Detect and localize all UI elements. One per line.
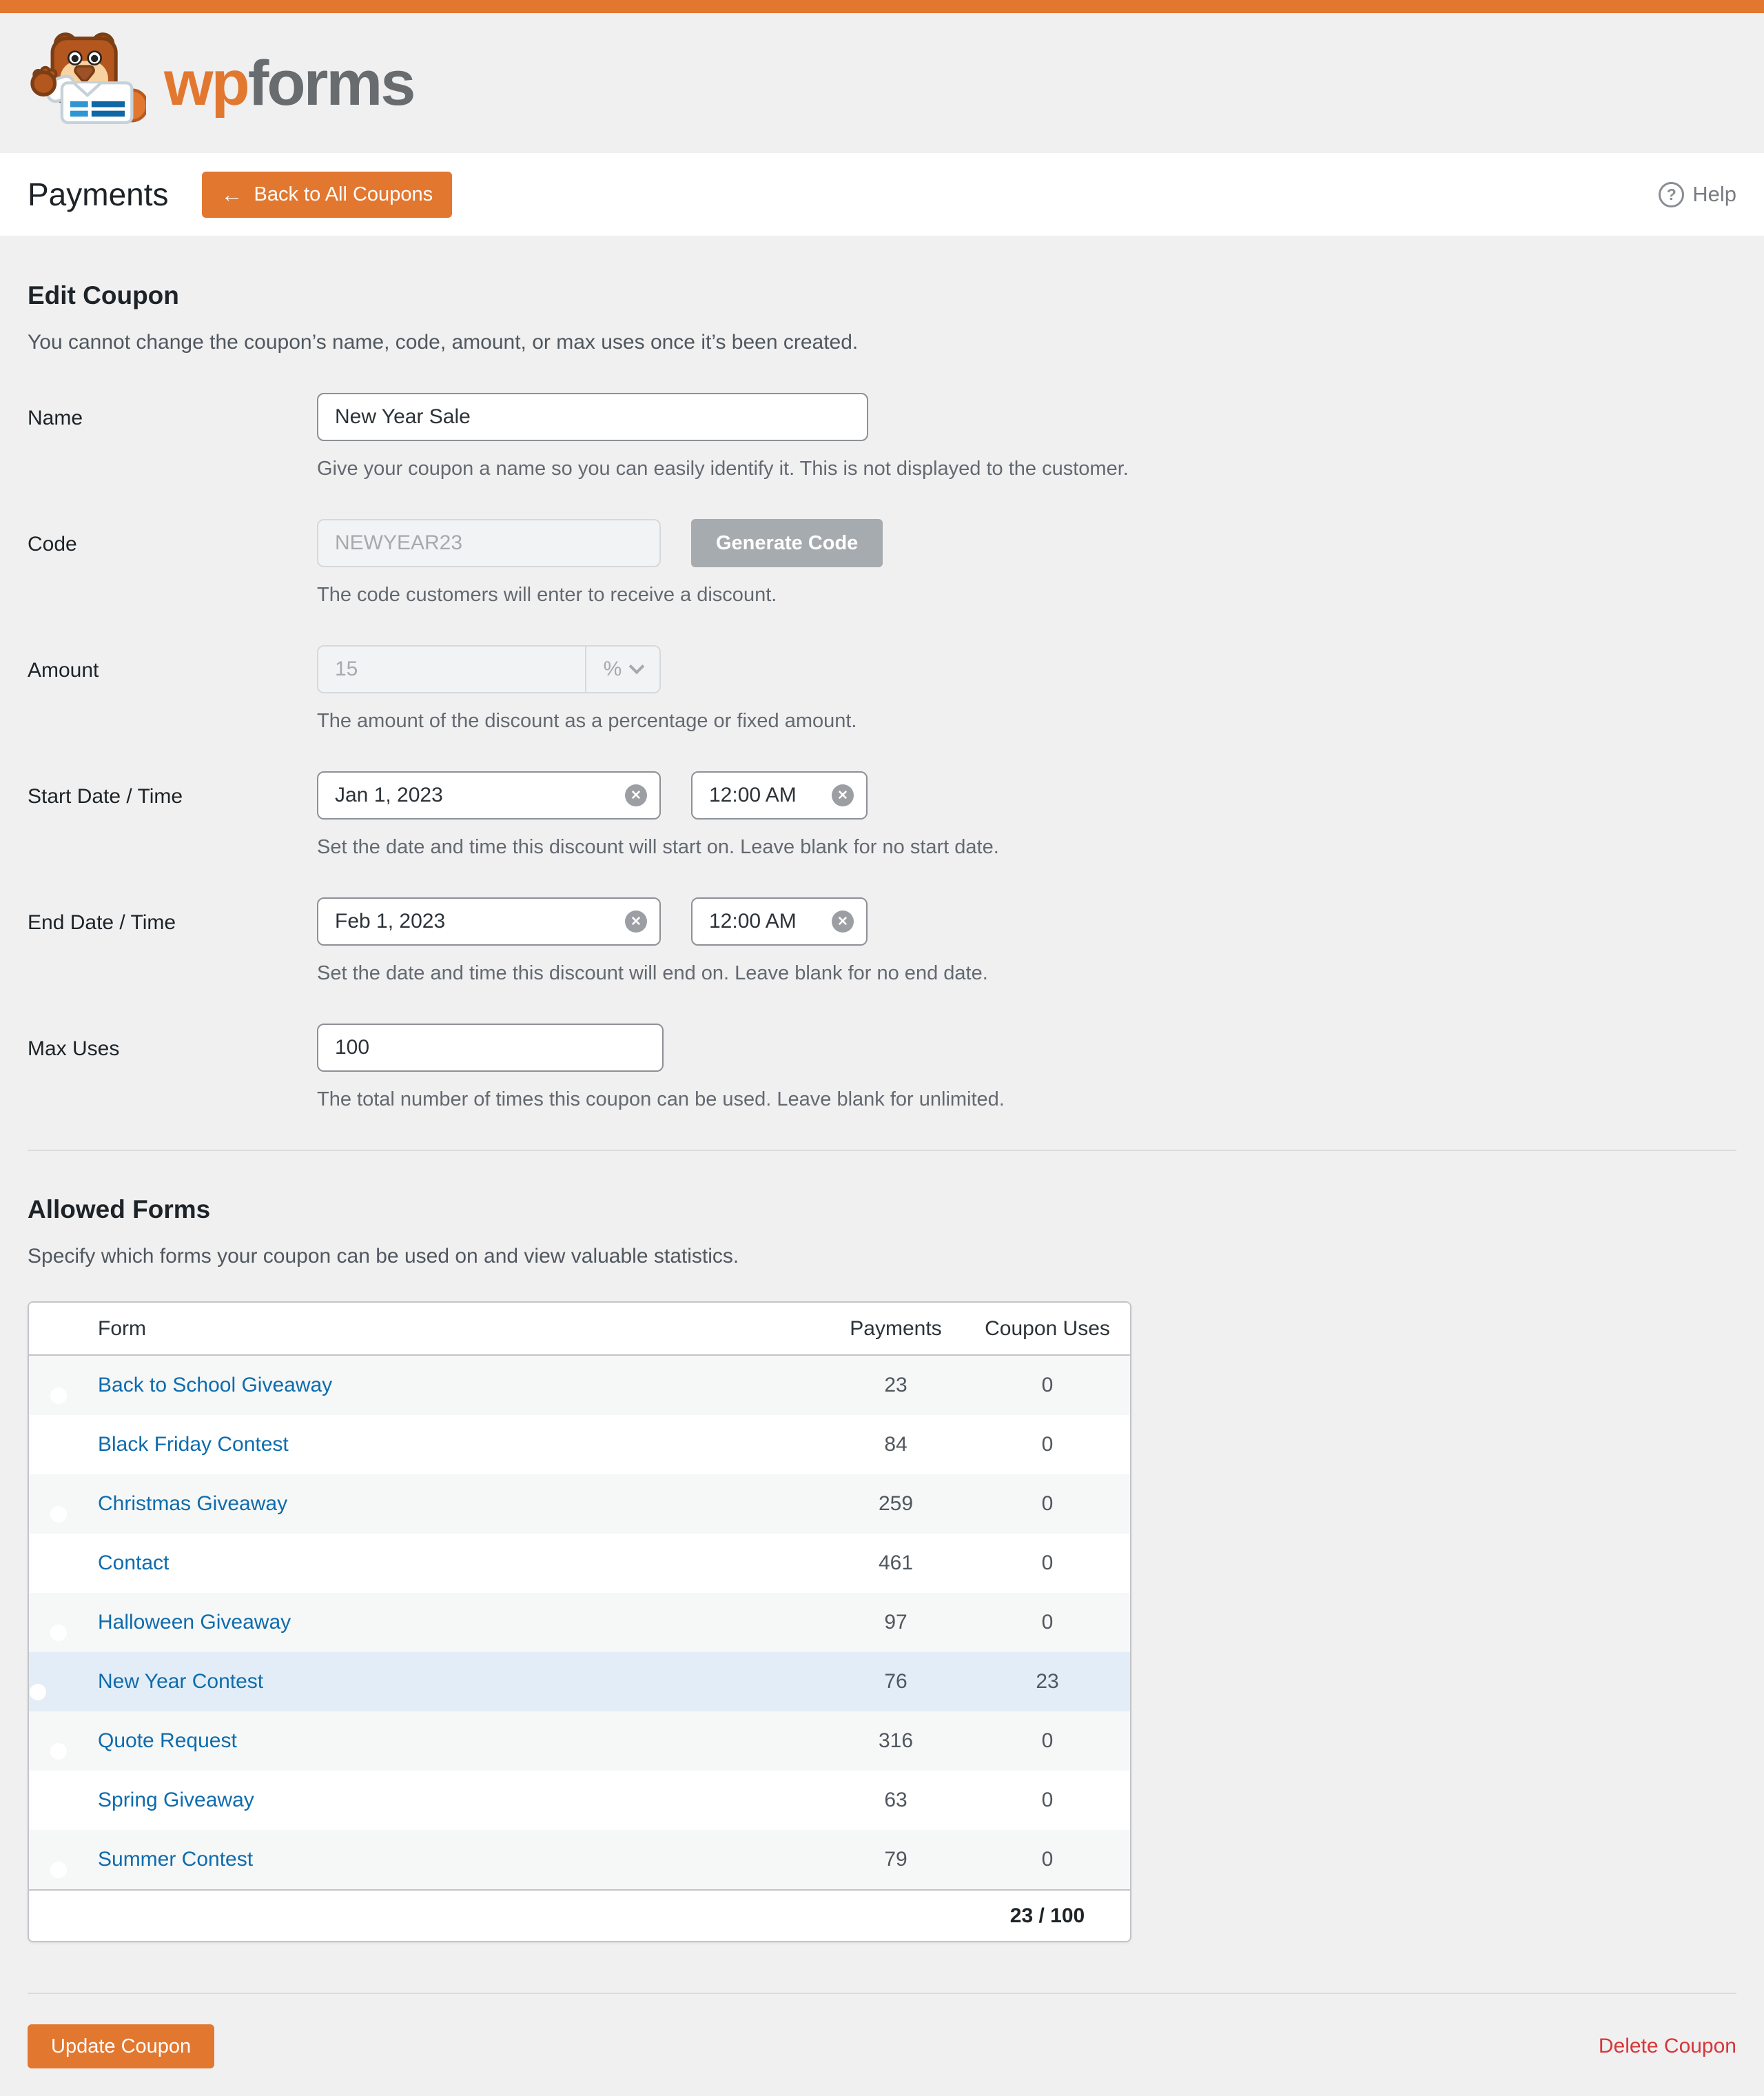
name-label: Name <box>28 407 83 429</box>
help-label: Help <box>1692 182 1736 206</box>
form-link[interactable]: Christmas Giveaway <box>98 1492 288 1515</box>
update-coupon-button[interactable]: Update Coupon <box>28 2024 214 2068</box>
chevron-down-icon <box>629 659 645 675</box>
coupon-uses-count: 0 <box>1041 1729 1054 1752</box>
table-row <box>29 1771 1130 1830</box>
code-helper-text: The code customers will enter to receive a discount. <box>317 584 777 606</box>
coupon-uses-total: 23 / 100 <box>1009 1904 1085 1927</box>
code-label: Code <box>28 533 77 556</box>
amount-unit-select <box>585 647 659 692</box>
table-row <box>29 1652 1130 1711</box>
edit-coupon-description: You cannot change the coupon’s name, code, amount, or max uses once it’s been created. <box>28 331 859 354</box>
generate-code-button: Generate Code <box>691 519 883 567</box>
table-row <box>29 1474 1130 1534</box>
amount-unit-value: % <box>603 658 622 680</box>
edit-coupon-title: Edit Coupon <box>28 281 179 309</box>
table-row <box>29 1593 1130 1652</box>
coupon-uses-count: 0 <box>1041 1848 1054 1871</box>
table-header-row <box>29 1303 1130 1356</box>
payments-count: 23 <box>884 1374 907 1396</box>
amount-input: 15 <box>335 658 358 680</box>
footer-divider <box>28 1993 1736 1994</box>
table-footer-row <box>29 1889 1130 1941</box>
allowed-forms-table <box>28 1301 1131 1942</box>
footer-actions <box>28 2024 1736 2068</box>
name-helper-text: Give your coupon a name so you can easily identify it. This is not displayed to the customer. <box>317 458 1129 480</box>
end-time-clear-icon[interactable]: ✕ <box>832 910 854 933</box>
main-content <box>0 236 1764 2096</box>
amount-label: Amount <box>28 659 99 682</box>
form-link[interactable]: Spring Giveaway <box>98 1789 254 1811</box>
coupon-uses-count: 0 <box>1041 1551 1054 1574</box>
allowed-forms-description: Specify which forms your coupon can be used on and view valuable statistics. <box>28 1245 739 1268</box>
coupon-uses-count: 23 <box>1036 1670 1059 1693</box>
field-row-name <box>28 393 1736 480</box>
form-link[interactable]: Black Friday Contest <box>98 1433 289 1456</box>
payments-count: 76 <box>884 1670 907 1693</box>
payments-count: 97 <box>884 1611 907 1634</box>
coupon-uses-count: 0 <box>1041 1433 1054 1456</box>
table-row <box>29 1356 1130 1415</box>
wpforms-wordmark <box>164 48 414 119</box>
coupon-uses-count: 0 <box>1041 1789 1054 1811</box>
payments-count: 63 <box>884 1789 907 1811</box>
start-helper-text: Set the date and time this discount will start on. Leave blank for no start date. <box>317 836 999 858</box>
delete-coupon-link[interactable]: Delete Coupon <box>1598 2035 1736 2057</box>
field-row-code <box>28 519 1736 607</box>
table-body <box>29 1356 1130 1889</box>
coupon-uses-count: 0 <box>1041 1492 1054 1515</box>
code-input <box>317 519 661 567</box>
back-to-all-coupons-button[interactable] <box>202 172 453 218</box>
coupon-uses-count: 0 <box>1041 1611 1054 1634</box>
wpforms-bear-logo-icon <box>28 28 146 139</box>
table-row <box>29 1415 1130 1474</box>
help-link[interactable] <box>1659 182 1736 207</box>
back-button-label: Back to All Coupons <box>254 183 433 205</box>
form-link[interactable]: Summer Contest <box>98 1848 254 1871</box>
payments-count: 84 <box>884 1433 907 1456</box>
amount-helper-text: The amount of the discount as a percentage or fixed amount. <box>317 710 857 732</box>
payments-count: 461 <box>878 1551 914 1574</box>
payments-count: 316 <box>878 1729 914 1752</box>
end-label: End Date / Time <box>28 911 176 934</box>
start-date-input[interactable] <box>317 771 661 820</box>
amount-combo <box>317 645 661 693</box>
column-header-form: Form <box>98 1316 146 1340</box>
wordmark-wp: wp <box>164 48 248 119</box>
back-arrow-icon: ← <box>220 182 243 207</box>
form-link[interactable]: Halloween Giveaway <box>98 1611 291 1634</box>
end-date-input[interactable] <box>317 897 661 946</box>
top-accent-bar <box>0 0 1764 13</box>
form-link[interactable]: Quote Request <box>98 1729 237 1752</box>
start-time-clear-icon[interactable]: ✕ <box>832 784 854 806</box>
max-uses-input[interactable] <box>317 1024 664 1072</box>
max-uses-helper-text: The total number of times this coupon can be used. Leave blank for unlimited. <box>317 1088 1005 1110</box>
max-uses-label: Max Uses <box>28 1037 120 1060</box>
column-header-payments: Payments <box>850 1316 942 1340</box>
column-header-coupon-uses: Coupon Uses <box>985 1316 1110 1340</box>
logo-band <box>0 13 1764 153</box>
page-title: Payments <box>28 176 169 212</box>
payments-count: 259 <box>878 1492 914 1515</box>
form-link[interactable]: New Year Contest <box>98 1670 264 1693</box>
end-helper-text: Set the date and time this discount will end on. Leave blank for no end date. <box>317 962 988 984</box>
start-date-clear-icon[interactable]: ✕ <box>625 784 647 806</box>
section-divider <box>28 1150 1736 1151</box>
field-row-max-uses <box>28 1024 1736 1111</box>
start-label: Start Date / Time <box>28 785 183 808</box>
coupon-uses-count: 0 <box>1041 1374 1054 1396</box>
page-header <box>0 153 1764 236</box>
coupon-fields <box>28 393 1736 1111</box>
table-row <box>29 1534 1130 1593</box>
name-input[interactable] <box>317 393 868 441</box>
help-icon: ? <box>1659 182 1684 207</box>
form-link[interactable]: Contact <box>98 1551 170 1574</box>
field-row-end <box>28 897 1736 985</box>
allowed-forms-title: Allowed Forms <box>28 1195 211 1223</box>
field-row-amount <box>28 645 1736 733</box>
wordmark-forms: forms <box>247 48 414 119</box>
end-date-clear-icon[interactable]: ✕ <box>625 910 647 933</box>
table-row <box>29 1830 1130 1889</box>
form-link[interactable]: Back to School Giveaway <box>98 1374 333 1396</box>
table-row <box>29 1711 1130 1771</box>
payments-count: 79 <box>884 1848 907 1871</box>
field-row-start <box>28 771 1736 859</box>
